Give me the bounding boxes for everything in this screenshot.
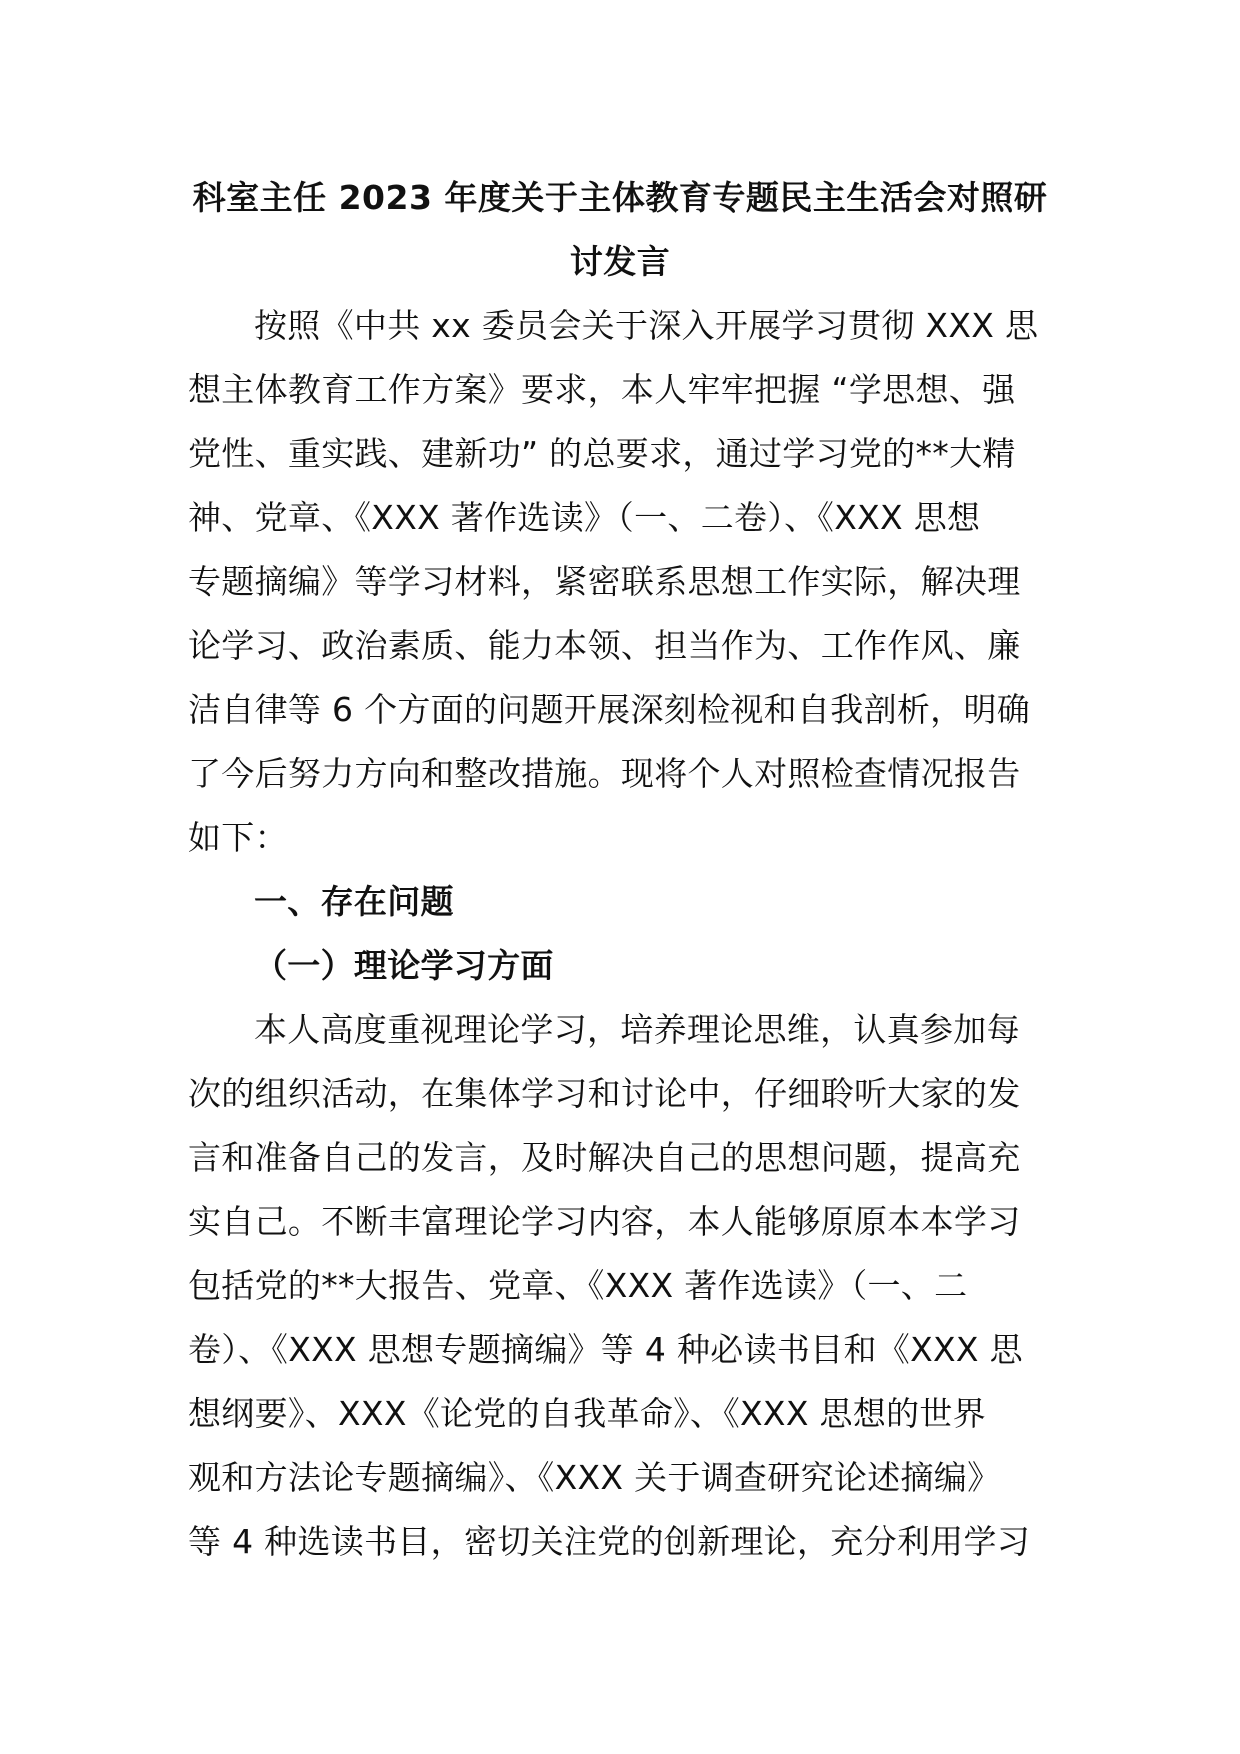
theory-study-paragraph [188, 998, 1054, 1574]
paragraph-line: 包括党的**大报告、党章、《XXX 著作选读》（一、二 [188, 1266, 968, 1305]
paragraph-line: 言和准备自己的发言，及时解决自己的思想问题，提高充 [188, 1138, 1021, 1177]
intro-line: 党性、重实践、建新功” 的总要求，通过学习党的**大精 [188, 434, 1016, 473]
paragraph-line: 观和方法论专题摘编》、《XXX 关于调查研究论述摘编》 [188, 1458, 1001, 1497]
intro-line: 按照《中共 xx 委员会关于深入开展学习贯彻 XXX 思 [254, 306, 1039, 345]
paragraph-line: 次的组织活动，在集体学习和讨论中，仔细聆听大家的发 [188, 1074, 1021, 1113]
title-line-1: 科室主任 2023 年度关于主体教育专题民主生活会对照研 [192, 178, 1048, 217]
intro-line: 洁自律等 6 个方面的问题开展深刻检视和自我剖析，明确 [188, 690, 1031, 729]
intro-paragraph [188, 294, 1054, 870]
document-title [188, 166, 1052, 294]
intro-line: 想主体教育工作方案》要求，本人牢牢把握 “学思想、强 [188, 370, 1016, 409]
paragraph-line: 想纲要》、XXX《论党的自我革命》、《XXX 思想的世界 [188, 1394, 987, 1433]
paragraph-line: 本人高度重视理论学习，培养理论思维，认真参加每 [254, 1010, 1020, 1049]
intro-line: 了今后努力方向和整改措施。现将个人对照检查情况报告 [188, 754, 1021, 793]
intro-line: 论学习、政治素质、能力本领、担当作为、工作作风、廉 [188, 626, 1021, 665]
intro-line: 如下： [188, 818, 288, 857]
intro-line: 专题摘编》等学习材料，紧密联系思想工作实际，解决理 [188, 562, 1021, 601]
title-line-2: 讨发言 [569, 242, 671, 281]
paragraph-line: 等 4 种选读书目，密切关注党的创新理论，充分利用学习 [188, 1522, 1031, 1561]
document-body [188, 294, 1054, 1574]
paragraph-line: 卷）、《XXX 思想专题摘编》等 4 种必读书目和《XXX 思 [188, 1330, 1023, 1369]
paragraph-line: 实自己。不断丰富理论学习内容，本人能够原原本本学习 [188, 1202, 1021, 1241]
section-heading: 一、存在问题 [254, 882, 454, 921]
intro-line: 神、党章、《XXX 著作选读》（一、二卷）、《XXX 思想 [188, 498, 981, 537]
subsection-heading: （一）理论学习方面 [254, 946, 554, 985]
